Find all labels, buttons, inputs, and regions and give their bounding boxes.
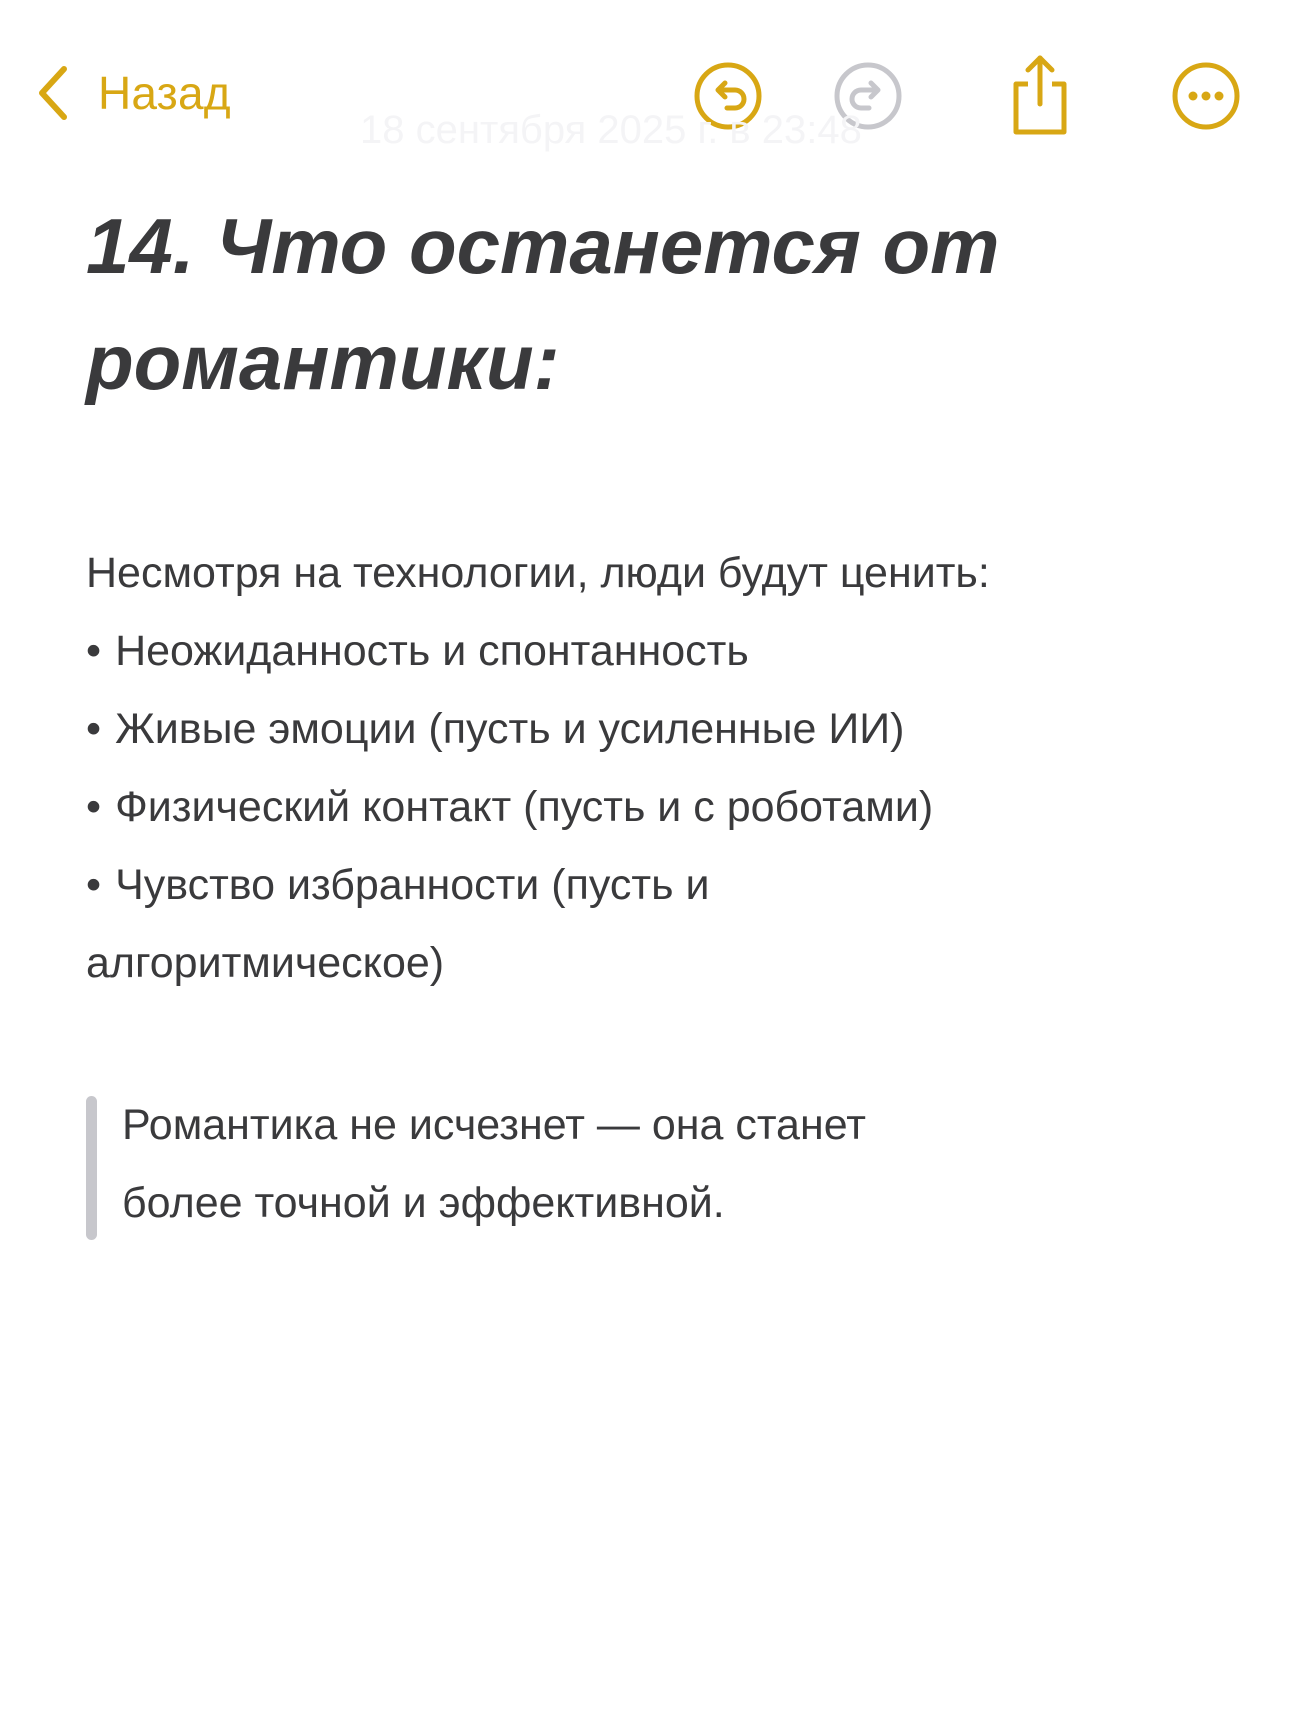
- bullet-dot: •: [86, 705, 102, 753]
- note-intro: Несмотря на технологии, люди будут ценить:: [86, 549, 990, 597]
- back-button[interactable]: [36, 58, 231, 128]
- list-item-text: Живые эмоции (пусть и усиленные ИИ): [115, 705, 905, 753]
- bullet-dot: •: [86, 783, 102, 831]
- list-item-text: Физический контакт (пусть и с роботами): [115, 783, 934, 831]
- list-item: [86, 612, 1206, 690]
- more-icon: [1170, 60, 1242, 132]
- list-item-continuation: алгоритмическое): [86, 939, 445, 987]
- back-label: Назад: [98, 67, 231, 119]
- note-body[interactable]: [86, 188, 1206, 1242]
- more-button[interactable]: [1170, 60, 1242, 132]
- blockquote: [86, 1086, 1206, 1242]
- list-item: [86, 768, 1206, 846]
- list-item-text: Неожиданность и спонтанность: [115, 627, 749, 675]
- bullet-list: [86, 612, 1206, 924]
- quote-bar: [86, 1096, 97, 1240]
- note-title: 14. Что останется от романтики:: [86, 202, 1000, 406]
- quote-line: Романтика не исчезнет — она станет: [122, 1101, 866, 1149]
- list-item: [86, 690, 1206, 768]
- bullet-dot: •: [86, 627, 102, 675]
- chevron-left-icon: [36, 65, 70, 121]
- bullet-dot: •: [86, 861, 102, 909]
- list-item: [86, 846, 1206, 924]
- share-button[interactable]: [1000, 52, 1080, 138]
- note-date: 18 сентября 2025 г. в 23:48: [360, 108, 862, 152]
- toolbar: [0, 0, 1290, 190]
- quote-line: более точной и эффективной.: [122, 1179, 725, 1227]
- share-icon: [1000, 52, 1080, 138]
- list-item-text: Чувство избранности (пусть и: [115, 861, 710, 909]
